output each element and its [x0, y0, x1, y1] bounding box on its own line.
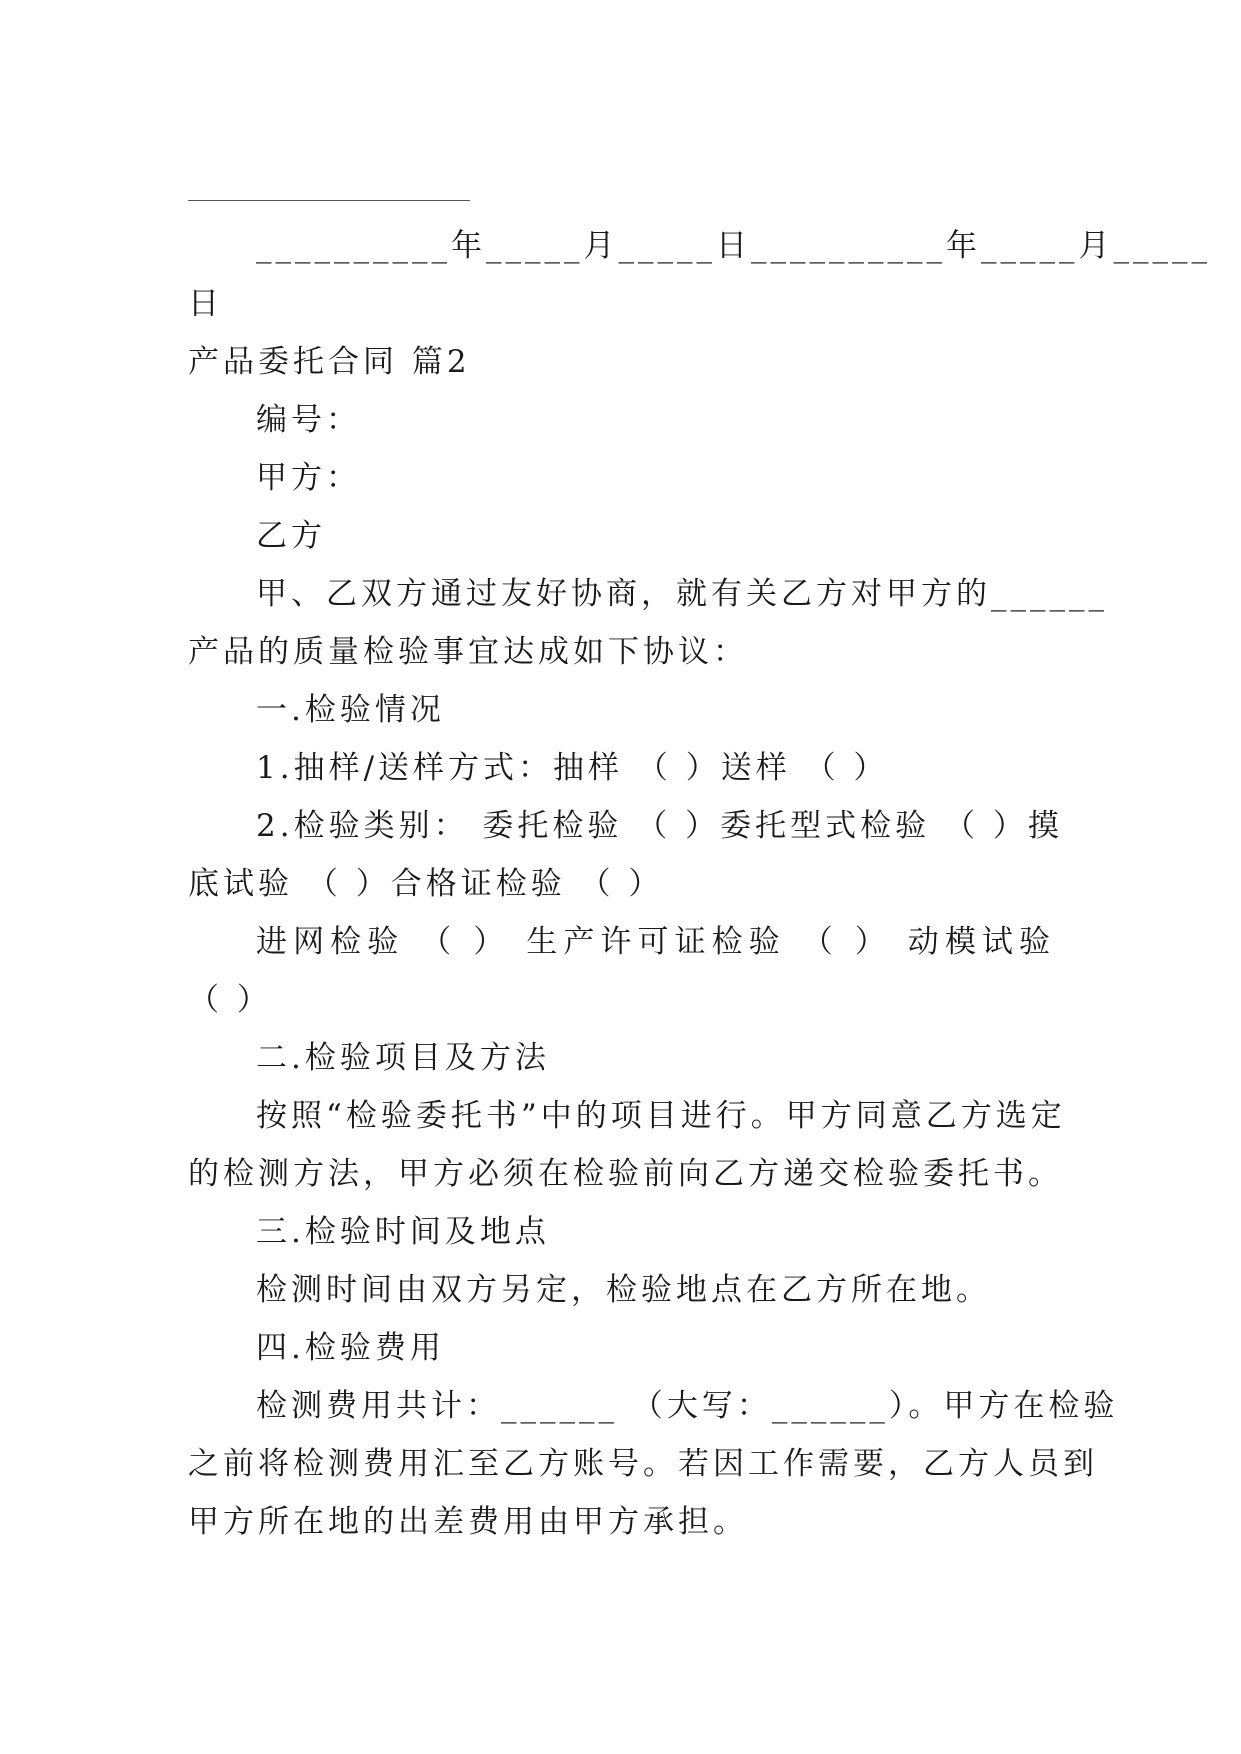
contract-number-label: 编号：	[256, 402, 361, 438]
date-line: __________年_____月_____日__________年_____月_____	[256, 228, 1211, 264]
section-1-item-3-line-1: 进网检验 （ ） 生产许可证检验 （ ） 动模试验	[256, 924, 1054, 960]
section-1-title: 一.检验情况	[256, 692, 445, 728]
section-1-item-1: 1.抽样/送样方式：抽样 （ ）送样 （ ）	[256, 750, 889, 786]
section-4-title: 四.检验费用	[256, 1330, 445, 1366]
signature-underline	[188, 200, 470, 201]
section-1-item-2-line-1: 2.检验类别： 委托检验 （ ）委托型式检验 （ ）摸	[256, 808, 1063, 844]
section-4-paragraph-line-1: 检测费用共计：______ （大写：______）。甲方在检验	[256, 1388, 1119, 1424]
intro-paragraph-line-2: 产品的质量检验事宜达成如下协议：	[188, 634, 748, 670]
section-2-paragraph-line-1: 按照“检验委托书”中的项目进行。甲方同意乙方选定	[256, 1098, 1066, 1134]
section-1-item-3-line-2: （ ）	[188, 982, 272, 1018]
section-3-title: 三.检验时间及地点	[256, 1214, 550, 1250]
section-1-item-2-line-2: 底试验 （ ）合格证检验 （ ）	[188, 866, 664, 902]
party-a-label: 甲方：	[256, 460, 361, 496]
section-2-paragraph-line-2: 的检测方法，甲方必须在检验前向乙方递交检验委托书。	[188, 1156, 1063, 1192]
date-line-continued: 日	[188, 286, 223, 322]
intro-paragraph-line-1: 甲、乙双方通过友好协商，就有关乙方对甲方的______	[256, 576, 1108, 612]
section-4-paragraph-line-3: 甲方所在地的出差费用由甲方承担。	[188, 1504, 748, 1540]
section-3-paragraph: 检测时间由双方另定，检验地点在乙方所在地。	[256, 1272, 991, 1308]
party-b-label: 乙方	[256, 518, 326, 554]
section-2-title: 二.检验项目及方法	[256, 1040, 550, 1076]
section-4-paragraph-line-2: 之前将检测费用汇至乙方账号。若因工作需要，乙方人员到	[188, 1446, 1098, 1482]
section-title: 产品委托合同 篇2	[188, 344, 471, 380]
